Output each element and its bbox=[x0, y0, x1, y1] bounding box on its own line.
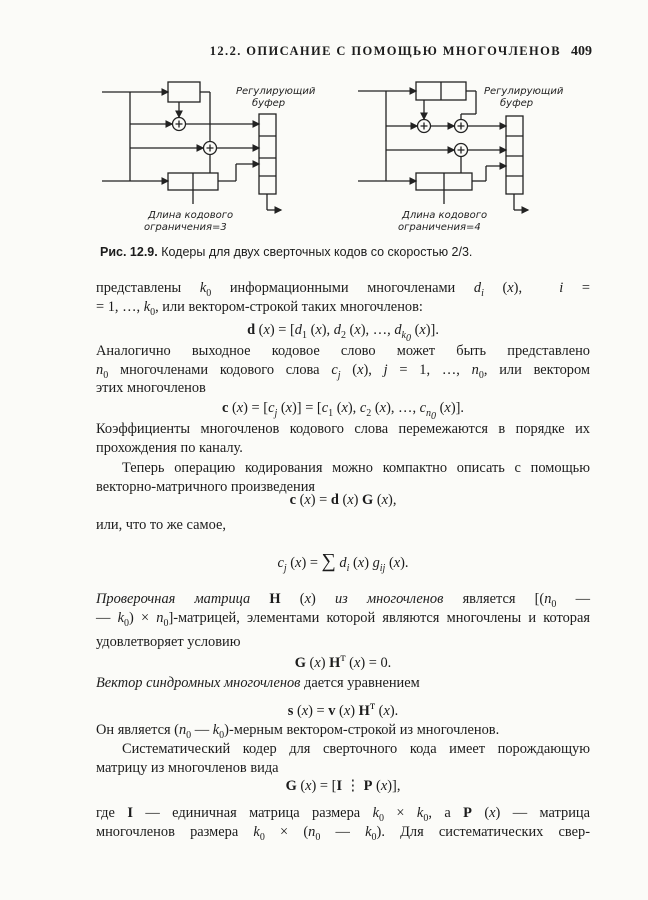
buffer-label-left-2: буфер bbox=[252, 98, 286, 109]
paragraph-1-cont: = 1, …, $k_0$, или вектором-строкой таких многочленов: bbox=[96, 299, 423, 318]
paragraph-2-line-2: $n_0$ многочленами кодового слова $c_j$ (x), j = 1, …, $n_0$, или вектором bbox=[96, 362, 590, 381]
length-label-left-2: ограничения=3 bbox=[144, 222, 227, 233]
paragraph-10: где I — единичная матрица размера $k_0 \times k_0$, а P (x) — матрица bbox=[96, 805, 591, 824]
formula-syndrome: s (x) = v (x) $H^т$ (x). bbox=[287, 698, 399, 719]
page-number: 409 bbox=[571, 44, 592, 59]
paragraph-3: Коэффициенты многочленов кодового слова перемежаются в порядке их прохождения по каналу. bbox=[96, 421, 590, 456]
formula-systematic: G (x) = [I ⋮ P (x)], bbox=[285, 778, 401, 794]
figure-caption bbox=[100, 245, 472, 259]
buffer-label-right-2: буфер bbox=[500, 98, 534, 109]
paragraph-7: Вектор синдромных многочленов дается уравнением bbox=[96, 675, 420, 691]
paragraph-2: Аналогично выходное кодовое слово может быть представлено bbox=[96, 343, 590, 359]
length-label-left-1: Длина кодового bbox=[148, 210, 234, 221]
paragraph-8: Он является ($n_0$ — $k_0$)-мерным вектором-строкой из многочленов. bbox=[96, 722, 500, 741]
buffer-label-left-1: Регулирующий bbox=[236, 86, 316, 97]
formula-c: c $(x) = [c_j$ $(x)] = [c_1$ (x), $c_2$ (x), …, $c_{n_0}$ (x)]. bbox=[221, 400, 464, 422]
formula-parity: G (x) $H^т$ (x) = 0. bbox=[294, 650, 392, 671]
length-label-right-2: ограничения=4 bbox=[398, 222, 481, 233]
paragraph-4: Теперь операцию кодирования можно компактно описать с помощью векторно-матричного произведения bbox=[96, 460, 590, 495]
paragraph-9: Систематический кодер для сверточного кода имеет порождающую матрицу из многочленов вида bbox=[96, 741, 590, 776]
paragraph-6: Проверочная матрица H (x) из многочленов является [($n_0$ — bbox=[96, 591, 590, 610]
formula-d: d $(x) = [d_1$ (x), $d_2$ (x), …, $d_{k_0}$ (x)]. bbox=[247, 322, 439, 344]
paragraph-5: или, что то же самое, bbox=[96, 517, 226, 533]
paragraph-10-cont: многочленов размера $k_0 \times (n_0$ — $k_0$). Для систематических свер- bbox=[96, 824, 591, 843]
formula-sum: $c_j$ (x) = ∑ $d_i$ (x) $g_{ij}$ (x). bbox=[277, 550, 409, 574]
paragraph-6-cont: — $k_0$) × $n_0$]-матрицей, элементами которой являются многочлены и которая удовлетворяет условию bbox=[96, 610, 590, 650]
formula-encode: c (x) = d (x) G (x), bbox=[289, 492, 397, 508]
running-title: 12.2. ОПИСАНИЕ С ПОМОЩЬЮ МНОГОЧЛЕНОВ bbox=[209, 44, 561, 58]
length-label-right-1: Длина кодового bbox=[402, 210, 488, 221]
paragraph-1: представлены $k_0$ информационными многочленами $d_i$ (x), i = bbox=[96, 280, 590, 299]
paragraph-2-line-3: этих многочленов bbox=[96, 380, 206, 396]
figure-number: Рис. 12.9. bbox=[100, 245, 158, 259]
figure-caption-text: Кодеры для двух сверточных кодов со скоростью 2/3. bbox=[157, 245, 473, 259]
buffer-label-right-1: Регулирующий bbox=[484, 86, 564, 97]
running-header bbox=[210, 44, 592, 60]
encoder-figures bbox=[86, 76, 566, 240]
